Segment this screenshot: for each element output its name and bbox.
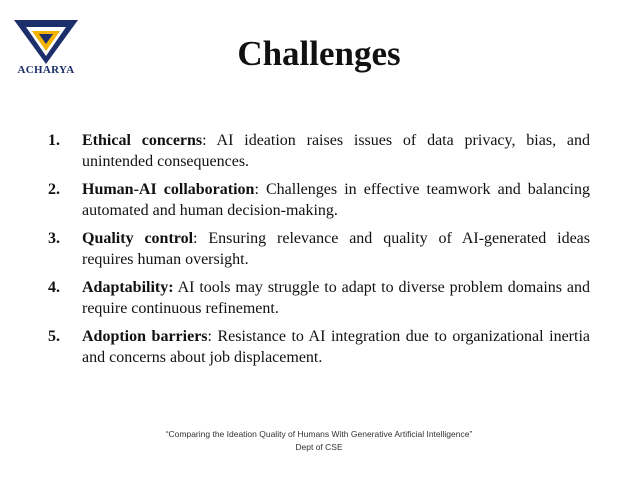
item-text: AI tools may struggle to adapt to diverse problem domains and require continuous refinement. (82, 279, 590, 317)
item-body (82, 277, 590, 319)
list-item (48, 179, 590, 221)
item-number: 2. (48, 181, 60, 198)
item-number: 5. (48, 328, 60, 345)
item-number: 1. (48, 132, 60, 149)
item-body (82, 228, 590, 270)
challenges-list (48, 130, 590, 375)
item-text: Challenges in effective teamwork and balancing automated and human decision-making. (82, 181, 590, 219)
footer-paper-title: “Comparing the Ideation Quality of Humans With Generative Artificial Intelligence” (165, 429, 473, 439)
item-term: Adaptability: (82, 279, 174, 296)
footer-department: Dept of CSE (295, 442, 343, 452)
item-number: 4. (48, 279, 60, 296)
item-body (82, 179, 590, 221)
item-term: Human-AI collaboration (82, 181, 255, 198)
item-term: Quality control (82, 230, 194, 247)
slide-title: Challenges (237, 34, 401, 73)
item-separator: : (254, 181, 259, 198)
list-item (48, 326, 590, 368)
list-item (48, 277, 590, 319)
item-separator: : (202, 132, 207, 149)
item-term: Adoption barriers (82, 328, 208, 345)
item-body (82, 326, 590, 368)
item-term: Ethical concerns (82, 132, 203, 149)
item-text: AI ideation raises issues of data privacy, bias, and unintended consequences. (82, 132, 591, 170)
item-body (82, 130, 590, 172)
slide-footer (0, 428, 638, 454)
list-item (48, 130, 590, 172)
item-number: 3. (48, 230, 60, 247)
item-text: Resistance to AI integration due to organizational inertia and concerns about job displacement. (82, 328, 590, 366)
logo-text: ACHARYA (17, 64, 75, 76)
item-text: Ensuring relevance and quality of AI-generated ideas requires human oversight. (82, 230, 590, 268)
item-separator: : (207, 328, 212, 345)
item-separator: : (193, 230, 198, 247)
list-item (48, 228, 590, 270)
